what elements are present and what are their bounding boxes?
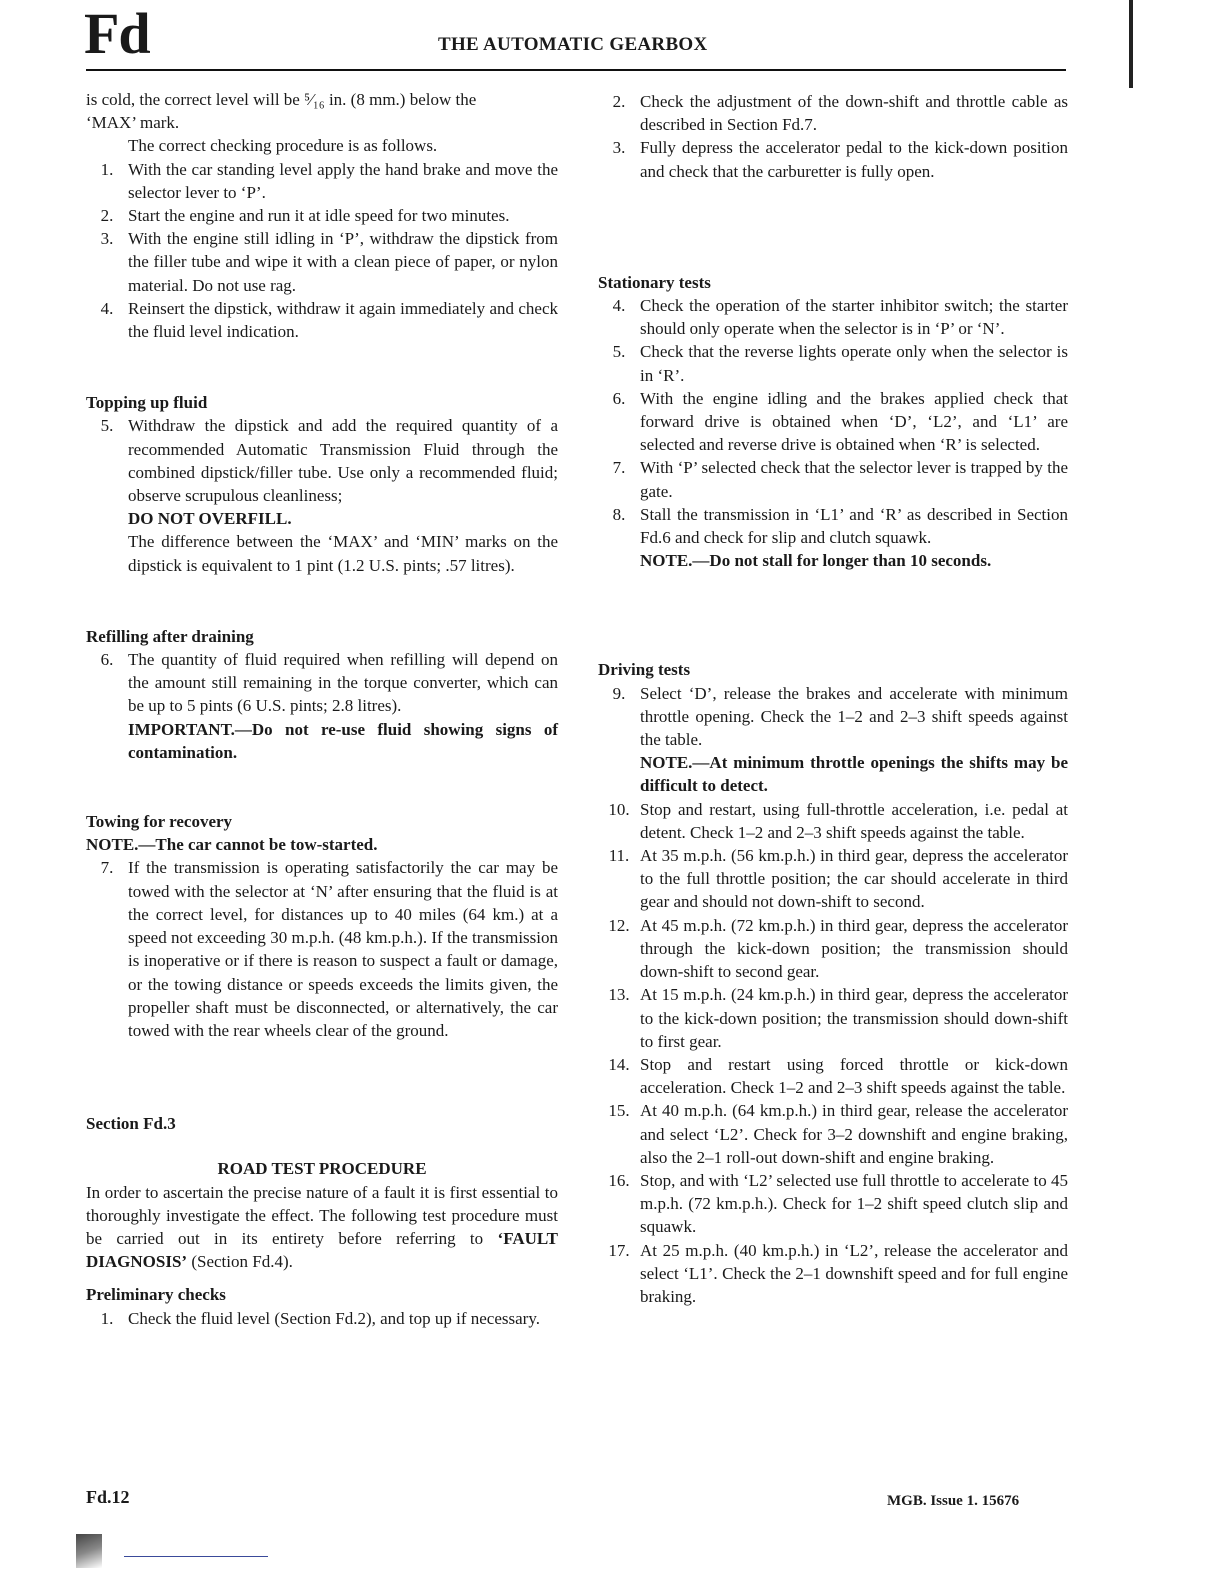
item-text (128, 414, 558, 576)
list-item (598, 136, 1068, 182)
item-number: 4. (100, 298, 114, 318)
driving-heading: Driving tests (598, 660, 691, 680)
refilling-text: The quantity of fluid required when refilling will depend on the amount still remaining in the torque converter, which can be up to 5 pints (6 U.S. pints; 2.8 litres). (128, 650, 558, 716)
list-item (86, 648, 558, 764)
section-mark: Fd (84, 1, 150, 66)
intro-line-2: ‘MAX’ mark. (86, 113, 180, 133)
scan-mark-graphic (76, 1534, 102, 1568)
important-note: IMPORTANT.—Do not re-use fluid showing signs of contamination. (128, 719, 558, 762)
overfill-warning: DO NOT OVERFILL. (128, 509, 292, 529)
item-number: 7. (612, 458, 626, 478)
item-number: 10. (608, 799, 630, 819)
right-column (598, 90, 1068, 1308)
item-text: Check that the reverse lights operate only when the selector is in ‘R’. (640, 342, 1068, 385)
item-number: 12. (608, 915, 630, 935)
item-number: 17. (608, 1240, 630, 1260)
item-text: If the transmission is operating satisfactorily the car may be towed with the selector at ‘N’ after ensuring that the fluid is at the correct level, for distances up to 40 miles (64 km.) at a speed not exceeding 30 m.p.h. (48 km.p.h.). If the transmission is inoperative or if there is reason to suspect a fault or damage, or the towing distance or speeds exceeds the limits given, the propeller shaft must be disconnected, or alternatively, the car towed with the rear wheels clear of the ground. (128, 858, 558, 1040)
item9-note: NOTE.—At minimum throttle openings the shifts may be difficult to detect. (640, 753, 1068, 796)
item-number: 11. (608, 846, 630, 866)
scan-underline (124, 1556, 268, 1557)
section-label: Section Fd.3 (86, 1114, 176, 1134)
list-item (598, 1099, 1068, 1169)
item9-text: Select ‘D’, release the brakes and accelerate with minimum throttle opening. Check the 1–2 and 2–3 shift speeds against the table. (640, 683, 1068, 750)
item-number: 8. (612, 504, 626, 524)
intro-line-1: is cold, the correct level will be ⁵⁄₁₆ in. (8 mm.) below the (86, 90, 477, 109)
item-number: 16. (608, 1170, 630, 1190)
item-text (128, 648, 558, 764)
item-number: 15. (608, 1101, 630, 1121)
road-test-text (86, 1181, 558, 1274)
list-item (598, 456, 1068, 502)
item-text: With the car standing level apply the hand brake and move the selector lever to ‘P’. (128, 159, 558, 202)
item-number: 3. (100, 229, 114, 249)
item-number: 5. (100, 416, 114, 436)
item-number: 9. (612, 683, 626, 703)
list-item (598, 90, 1068, 136)
issue-label: MGB. Issue 1. 15676 (887, 1493, 1020, 1509)
topping-text: Withdraw the dipstick and add the required quantity of a recommended Automatic Transmission Fluid through the combined dipstick/filler tube. Use only a recommended fluid; observe scrupulous cleanliness; (128, 416, 558, 506)
list-item (86, 158, 558, 204)
item-text: At 25 m.p.h. (40 km.p.h.) in ‘L2’, release the accelerator and select ‘L1’. Check the 2–1 downshift speed and for full engine braking. (640, 1240, 1068, 1306)
procedure-intro: The correct checking procedure is as follows. (128, 136, 438, 156)
item-text: With the engine idling and the brakes applied check that forward drive is obtained when ‘D’, ‘L2’, and ‘L1’ are selected and reverse drive is obtained when ‘R’ is selected. (640, 388, 1068, 455)
stall-note: NOTE.—Do not stall for longer than 10 seconds. (640, 551, 992, 571)
item-number: 1. (100, 1308, 114, 1328)
list-item (598, 1239, 1068, 1309)
list-item (86, 1307, 558, 1330)
item-number: 3. (612, 138, 626, 158)
item-text: At 40 m.p.h. (64 km.p.h.) in third gear, release the accelerator and select ‘L2’. Check for 3–2 downshift and engine braking, also the 2–1 roll-out down-shift and engine braking. (640, 1101, 1068, 1167)
list-item (598, 503, 1068, 573)
item-number: 13. (608, 985, 630, 1005)
refilling-heading: Refilling after draining (86, 626, 254, 646)
item-text: At 15 m.p.h. (24 km.p.h.) in third gear, depress the accelerator to the kick-down position; the transmission should down-shift to first gear. (640, 985, 1068, 1051)
list-item (598, 1053, 1068, 1099)
list-item (598, 798, 1068, 844)
item-number: 6. (100, 650, 114, 670)
list-item (598, 387, 1068, 457)
item-number: 6. (612, 388, 626, 408)
item-text: Fully depress the accelerator pedal to the kick-down position and check that the carburetter is fully open. (640, 138, 1068, 181)
road-test-text-b: (Section Fd.4). (191, 1252, 293, 1272)
fault-diagnosis-ref: ‘FAULT DIAGNOSIS’ (86, 1228, 558, 1272)
list-item (598, 983, 1068, 1053)
road-test-heading: ROAD TEST PROCEDURE (217, 1159, 427, 1179)
item-text: Stop and restart, using full-throttle acceleration, i.e. pedal at detent. Check 1–2 and 2–3 shift speeds against the table. (640, 799, 1068, 842)
list-item (598, 340, 1068, 386)
item-text (640, 682, 1068, 798)
list-item (598, 844, 1068, 914)
page-title: THE AUTOMATIC GEARBOX (438, 34, 708, 55)
item-number: 2. (612, 92, 626, 111)
list-item (86, 204, 558, 227)
page-edge-line (1129, 0, 1133, 88)
preliminary-heading: Preliminary checks (86, 1285, 226, 1305)
list-item (598, 1169, 1068, 1239)
stall-text: Stall the transmission in ‘L1’ and ‘R’ as described in Section Fd.6 and check for slip and clutch squawk. (640, 504, 1068, 548)
item-text: Reinsert the dipstick, withdraw it again immediately and check the fluid level indication. (128, 298, 558, 342)
list-item (86, 856, 558, 1042)
list-item (598, 682, 1068, 798)
item-text (640, 503, 1068, 573)
item-text: Check the operation of the starter inhibitor switch; the starter should only operate when the selector is in ‘P’ or ‘N’. (640, 296, 1068, 339)
left-column (86, 88, 558, 1330)
stationary-heading: Stationary tests (598, 272, 711, 292)
item-number: 4. (612, 296, 626, 316)
road-test-text-a: In order to ascertain the precise nature of a fault it is first essential to thoroughly investigate the effect. The following test procedure must be carried out in its entirety before referring to (86, 1182, 558, 1248)
item-text: Stop and restart using forced throttle or kick-down acceleration. Check 1–2 and 2–3 shift speeds against the table. (640, 1054, 1068, 1098)
item-text: Stop, and with ‘L2’ selected use full throttle to accelerate to 45 m.p.h. (72 km.p.h.). Check for 1–2 shift speed clutch slip and squawk. (640, 1170, 1068, 1237)
item-text: At 35 m.p.h. (56 km.p.h.) in third gear, depress the accelerator to the full throttle position; the car should accelerate in third gear and should not down-shift to second. (640, 846, 1068, 912)
item-text: Check the fluid level (Section Fd.2), and top up if necessary. (128, 1308, 540, 1328)
list-item (86, 227, 558, 297)
item-number: 7. (100, 858, 114, 878)
list-item (598, 914, 1068, 984)
header-rule (86, 69, 1066, 71)
list-item (86, 414, 558, 576)
topping-up-heading: Topping up fluid (86, 393, 208, 413)
item-text: With ‘P’ selected check that the selector lever is trapped by the gate. (640, 458, 1068, 501)
dipstick-difference: The difference between the ‘MAX’ and ‘MIN’ marks on the dipstick is equivalent to 1 pint (1.2 U.S. pints; .57 litres). (128, 532, 558, 575)
item-number: 14. (608, 1054, 630, 1074)
towing-heading: Towing for recovery (86, 812, 233, 832)
towing-note: NOTE.—The car cannot be tow-started. (86, 835, 378, 855)
item-number: 5. (612, 342, 626, 362)
item-text: Check the adjustment of the down-shift and throttle cable as described in Section Fd.7. (640, 92, 1068, 135)
list-item (86, 297, 558, 343)
item-text: At 45 m.p.h. (72 km.p.h.) in third gear, depress the accelerator through the kick-down position; the transmission should down-shift to second gear. (640, 915, 1068, 982)
item-number: 1. (100, 159, 114, 179)
item-text: With the engine still idling in ‘P’, withdraw the dipstick from the filler tube and wipe it with a clean piece of paper, or nylon material. Do not use rag. (128, 229, 558, 295)
item-number: 2. (100, 206, 114, 226)
list-item (598, 294, 1068, 340)
item-text: Start the engine and run it at idle speed for two minutes. (128, 206, 510, 226)
page-number: Fd.12 (86, 1487, 130, 1507)
